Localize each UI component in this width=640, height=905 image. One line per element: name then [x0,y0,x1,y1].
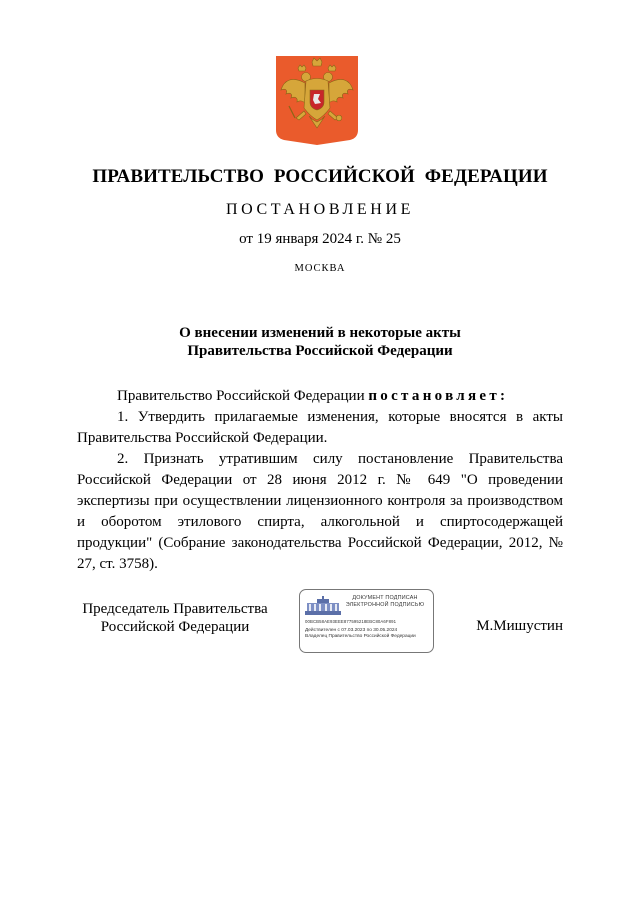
item-1-paragraph: 1. Утвердить прилагаемые изменения, которые вносятся в акты Правительства Российской Федерации. [77,409,563,446]
signatory-position [80,600,270,636]
government-title: ПРАВИТЕЛЬСТВО РОССИЙСКОЙ ФЕДЕРАЦИИ [92,166,548,187]
document-subject [0,324,640,360]
intro-action: постановляет: [368,388,509,404]
stamp-header-line-2: ЭЛЕКТРОННОЙ ПОДПИСЬЮ [345,602,425,608]
position-line-2: Российской Федерации [100,619,250,635]
item-2-paragraph: 2. Признать утратившим силу постановление Правительства Российской Федерации от 28 июня 2012 г. № 649 "О проведении экспертизы при осуществлении лицензионного контроля за производством и оборотом этилового спирта, алкогольной и спиртосодержащей продукции" (Собрание законодательства Российской Федерации, 2012, № 27, ст. 3758). [77,451,563,572]
stamp-validity: Действителен с 07.03.2023 по 30.05.2024 [305,628,398,633]
stamp-details [305,628,431,640]
russian-coat-of-arms-icon [276,56,358,145]
intro-text: Правительство Российской Федерации [117,388,365,404]
government-building-icon [305,596,341,615]
stamp-serial: 00BCB58AE93EEE877595218EBC80A6F891 [305,619,397,624]
signatory-name: М.Мишустин [476,618,563,634]
subject-line-2: Правительства Российской Федерации [187,343,453,359]
document-type: ПОСТАНОВЛЕНИЕ [226,201,414,218]
subject-line-1: О внесении изменений в некоторые акты [179,325,461,341]
stamp-header-line-1: ДОКУМЕНТ ПОДПИСАН [352,595,418,601]
electronic-signature-stamp [299,589,434,653]
city: МОСКВА [294,263,346,274]
intro-paragraph [77,386,563,407]
stamp-owner: Владелец Правительство Российской Федерации [305,634,416,639]
document-date-number: от 19 января 2024 г. № 25 [239,231,401,247]
document-body [77,386,563,575]
position-line-1: Председатель Правительства [82,601,268,617]
stamp-header [340,595,430,609]
